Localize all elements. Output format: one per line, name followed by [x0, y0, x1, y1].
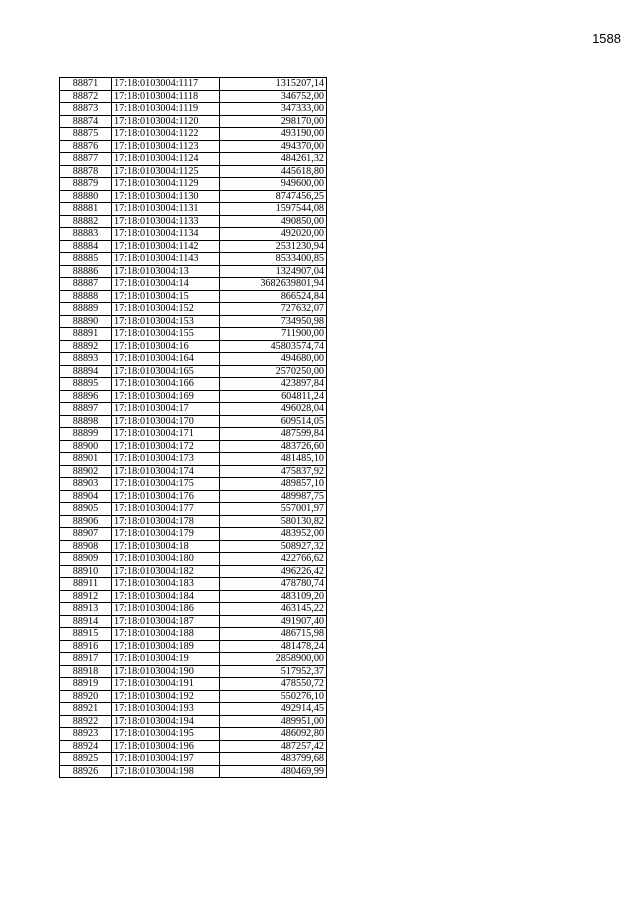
cadastral-value-cell: 2531230,94	[220, 240, 327, 253]
table-row	[60, 140, 327, 153]
cadastral-number-cell: 17:18:0103004:18	[112, 540, 220, 553]
row-number-cell: 88883	[60, 228, 112, 241]
cadastral-value-cell: 445618,80	[220, 165, 327, 178]
cadastral-number-cell: 17:18:0103004:15	[112, 290, 220, 303]
cadastral-value-cell: 483799,68	[220, 753, 327, 766]
cadastral-number-cell: 17:18:0103004:179	[112, 528, 220, 541]
table-row	[60, 728, 327, 741]
cadastral-number-cell: 17:18:0103004:1134	[112, 228, 220, 241]
table-row	[60, 603, 327, 616]
cadastral-number-cell: 17:18:0103004:19	[112, 653, 220, 666]
row-number-cell: 88922	[60, 715, 112, 728]
table-row	[60, 478, 327, 491]
table-row	[60, 215, 327, 228]
row-number-cell: 88900	[60, 440, 112, 453]
cadastral-value-cell: 486715,98	[220, 628, 327, 641]
table-row	[60, 740, 327, 753]
row-number-cell: 88897	[60, 403, 112, 416]
table-row	[60, 165, 327, 178]
cadastral-value-cell: 580130,82	[220, 515, 327, 528]
row-number-cell: 88876	[60, 140, 112, 153]
cadastral-number-cell: 17:18:0103004:172	[112, 440, 220, 453]
table-row	[60, 628, 327, 641]
cadastral-value-cell: 866524,84	[220, 290, 327, 303]
cadastral-value-cell: 727632,07	[220, 303, 327, 316]
cadastral-value-cell: 609514,05	[220, 415, 327, 428]
cadastral-value-cell: 487257,42	[220, 740, 327, 753]
cadastral-value-cell: 3682639801,94	[220, 278, 327, 291]
table-body	[60, 78, 327, 778]
cadastral-value-cell: 480469,99	[220, 765, 327, 778]
cadastral-value-cell: 711900,00	[220, 328, 327, 341]
cadastral-number-cell: 17:18:0103004:198	[112, 765, 220, 778]
cadastral-number-cell: 17:18:0103004:155	[112, 328, 220, 341]
cadastral-value-cell: 463145,22	[220, 603, 327, 616]
row-number-cell: 88914	[60, 615, 112, 628]
table-row	[60, 203, 327, 216]
cadastral-value-cell: 422766,62	[220, 553, 327, 566]
cadastral-number-cell: 17:18:0103004:196	[112, 740, 220, 753]
cadastral-value-cell: 557001,97	[220, 503, 327, 516]
cadastral-value-cell: 2570250,00	[220, 365, 327, 378]
cadastral-number-cell: 17:18:0103004:193	[112, 703, 220, 716]
row-number-cell: 88907	[60, 528, 112, 541]
cadastral-value-cell: 949600,00	[220, 178, 327, 191]
cadastral-number-cell: 17:18:0103004:175	[112, 478, 220, 491]
cadastral-number-cell: 17:18:0103004:1125	[112, 165, 220, 178]
cadastral-value-cell: 481478,24	[220, 640, 327, 653]
cadastral-value-cell: 496226,42	[220, 565, 327, 578]
row-number-cell: 88926	[60, 765, 112, 778]
cadastral-value-cell: 494680,00	[220, 353, 327, 366]
cadastral-value-cell: 494370,00	[220, 140, 327, 153]
cadastral-value-cell: 496028,04	[220, 403, 327, 416]
row-number-cell: 88874	[60, 115, 112, 128]
row-number-cell: 88872	[60, 90, 112, 103]
cadastral-number-cell: 17:18:0103004:170	[112, 415, 220, 428]
row-number-cell: 88895	[60, 378, 112, 391]
table-row	[60, 290, 327, 303]
row-number-cell: 88920	[60, 690, 112, 703]
cadastral-number-cell: 17:18:0103004:1118	[112, 90, 220, 103]
table-row	[60, 153, 327, 166]
cadastral-value-cell: 1315207,14	[220, 78, 327, 91]
table-row	[60, 253, 327, 266]
cadastral-value-cell: 487599,84	[220, 428, 327, 441]
table-row	[60, 315, 327, 328]
row-number-cell: 88919	[60, 678, 112, 691]
cadastral-number-cell: 17:18:0103004:1124	[112, 153, 220, 166]
cadastral-value-cell: 489951,00	[220, 715, 327, 728]
row-number-cell: 88881	[60, 203, 112, 216]
row-number-cell: 88917	[60, 653, 112, 666]
cadastral-number-cell: 17:18:0103004:174	[112, 465, 220, 478]
table-row	[60, 753, 327, 766]
cadastral-value-cell: 550276,10	[220, 690, 327, 703]
cadastral-number-cell: 17:18:0103004:1130	[112, 190, 220, 203]
cadastral-number-cell: 17:18:0103004:183	[112, 578, 220, 591]
table-row	[60, 453, 327, 466]
table-row	[60, 78, 327, 91]
row-number-cell: 88879	[60, 178, 112, 191]
row-number-cell: 88905	[60, 503, 112, 516]
table-row	[60, 540, 327, 553]
cadastral-value-cell: 483726,60	[220, 440, 327, 453]
row-number-cell: 88910	[60, 565, 112, 578]
cadastral-number-cell: 17:18:0103004:177	[112, 503, 220, 516]
row-number-cell: 88921	[60, 703, 112, 716]
row-number-cell: 88880	[60, 190, 112, 203]
row-number-cell: 88913	[60, 603, 112, 616]
cadastral-number-cell: 17:18:0103004:1119	[112, 103, 220, 116]
table-row	[60, 515, 327, 528]
table-row	[60, 228, 327, 241]
cadastral-value-cell: 483109,20	[220, 590, 327, 603]
cadastral-number-cell: 17:18:0103004:1120	[112, 115, 220, 128]
cadastral-number-cell: 17:18:0103004:197	[112, 753, 220, 766]
cadastral-number-cell: 17:18:0103004:169	[112, 390, 220, 403]
row-number-cell: 88888	[60, 290, 112, 303]
cadastral-number-cell: 17:18:0103004:184	[112, 590, 220, 603]
table-row	[60, 615, 327, 628]
cadastral-value-cell: 483952,00	[220, 528, 327, 541]
table-row	[60, 428, 327, 441]
row-number-cell: 88887	[60, 278, 112, 291]
table-row	[60, 90, 327, 103]
row-number-cell: 88886	[60, 265, 112, 278]
cadastral-number-cell: 17:18:0103004:1129	[112, 178, 220, 191]
cadastral-value-cell: 478780,74	[220, 578, 327, 591]
cadastral-number-cell: 17:18:0103004:165	[112, 365, 220, 378]
cadastral-value-cell: 484261,32	[220, 153, 327, 166]
row-number-cell: 88871	[60, 78, 112, 91]
cadastral-value-cell: 489987,75	[220, 490, 327, 503]
row-number-cell: 88875	[60, 128, 112, 141]
row-number-cell: 88877	[60, 153, 112, 166]
cadastral-value-cell: 491907,40	[220, 615, 327, 628]
cadastral-value-cell: 486092,80	[220, 728, 327, 741]
cadastral-value-cell: 346752,00	[220, 90, 327, 103]
cadastral-value-cell: 478550,72	[220, 678, 327, 691]
cadastral-value-cell: 1324907,04	[220, 265, 327, 278]
row-number-cell: 88889	[60, 303, 112, 316]
cadastral-number-cell: 17:18:0103004:166	[112, 378, 220, 391]
cadastral-value-table	[59, 77, 327, 778]
cadastral-value-cell: 475837,92	[220, 465, 327, 478]
row-number-cell: 88903	[60, 478, 112, 491]
cadastral-number-cell: 17:18:0103004:190	[112, 665, 220, 678]
table-row	[60, 303, 327, 316]
table-row	[60, 490, 327, 503]
row-number-cell: 88890	[60, 315, 112, 328]
table-row	[60, 715, 327, 728]
row-number-cell: 88909	[60, 553, 112, 566]
cadastral-number-cell: 17:18:0103004:187	[112, 615, 220, 628]
cadastral-number-cell: 17:18:0103004:194	[112, 715, 220, 728]
row-number-cell: 88911	[60, 578, 112, 591]
cadastral-number-cell: 17:18:0103004:176	[112, 490, 220, 503]
cadastral-value-cell: 492914,45	[220, 703, 327, 716]
cadastral-number-cell: 17:18:0103004:192	[112, 690, 220, 703]
cadastral-number-cell: 17:18:0103004:191	[112, 678, 220, 691]
cadastral-number-cell: 17:18:0103004:178	[112, 515, 220, 528]
row-number-cell: 88901	[60, 453, 112, 466]
table-row	[60, 340, 327, 353]
row-number-cell: 88908	[60, 540, 112, 553]
cadastral-value-cell: 734950,98	[220, 315, 327, 328]
cadastral-number-cell: 17:18:0103004:1131	[112, 203, 220, 216]
row-number-cell: 88884	[60, 240, 112, 253]
row-number-cell: 88898	[60, 415, 112, 428]
cadastral-value-cell: 8533400,85	[220, 253, 327, 266]
table-row	[60, 690, 327, 703]
cadastral-number-cell: 17:18:0103004:152	[112, 303, 220, 316]
row-number-cell: 88873	[60, 103, 112, 116]
row-number-cell: 88891	[60, 328, 112, 341]
cadastral-value-cell: 481485,10	[220, 453, 327, 466]
row-number-cell: 88893	[60, 353, 112, 366]
table-row	[60, 103, 327, 116]
table-row	[60, 590, 327, 603]
cadastral-value-cell: 347333,00	[220, 103, 327, 116]
table-row	[60, 565, 327, 578]
table-row	[60, 578, 327, 591]
row-number-cell: 88904	[60, 490, 112, 503]
row-number-cell: 88896	[60, 390, 112, 403]
table-row	[60, 415, 327, 428]
row-number-cell: 88918	[60, 665, 112, 678]
table-row	[60, 128, 327, 141]
row-number-cell: 88894	[60, 365, 112, 378]
table-row	[60, 240, 327, 253]
table-row	[60, 765, 327, 778]
cadastral-number-cell: 17:18:0103004:186	[112, 603, 220, 616]
table-row	[60, 328, 327, 341]
table-row	[60, 403, 327, 416]
page-number: 1588	[592, 31, 621, 46]
cadastral-number-cell: 17:18:0103004:189	[112, 640, 220, 653]
cadastral-value-cell: 298170,00	[220, 115, 327, 128]
table-row	[60, 503, 327, 516]
cadastral-number-cell: 17:18:0103004:180	[112, 553, 220, 566]
cadastral-number-cell: 17:18:0103004:1122	[112, 128, 220, 141]
table-row	[60, 265, 327, 278]
row-number-cell: 88925	[60, 753, 112, 766]
cadastral-value-cell: 508927,32	[220, 540, 327, 553]
row-number-cell: 88915	[60, 628, 112, 641]
row-number-cell: 88878	[60, 165, 112, 178]
row-number-cell: 88916	[60, 640, 112, 653]
table-row	[60, 378, 327, 391]
row-number-cell: 88899	[60, 428, 112, 441]
table-row	[60, 703, 327, 716]
cadastral-value-cell: 492020,00	[220, 228, 327, 241]
cadastral-value-cell: 45803574,74	[220, 340, 327, 353]
cadastral-number-cell: 17:18:0103004:195	[112, 728, 220, 741]
cadastral-number-cell: 17:18:0103004:171	[112, 428, 220, 441]
row-number-cell: 88906	[60, 515, 112, 528]
cadastral-value-cell: 8747456,25	[220, 190, 327, 203]
cadastral-value-cell: 493190,00	[220, 128, 327, 141]
row-number-cell: 88902	[60, 465, 112, 478]
cadastral-value-cell: 2858900,00	[220, 653, 327, 666]
row-number-cell: 88885	[60, 253, 112, 266]
table-row	[60, 440, 327, 453]
cadastral-number-cell: 17:18:0103004:1117	[112, 78, 220, 91]
table-row	[60, 678, 327, 691]
cadastral-number-cell: 17:18:0103004:13	[112, 265, 220, 278]
cadastral-number-cell: 17:18:0103004:188	[112, 628, 220, 641]
table-row	[60, 553, 327, 566]
cadastral-number-cell: 17:18:0103004:1143	[112, 253, 220, 266]
cadastral-number-cell: 17:18:0103004:17	[112, 403, 220, 416]
cadastral-number-cell: 17:18:0103004:153	[112, 315, 220, 328]
row-number-cell: 88923	[60, 728, 112, 741]
cadastral-number-cell: 17:18:0103004:164	[112, 353, 220, 366]
table-row	[60, 390, 327, 403]
table-row	[60, 665, 327, 678]
table-row	[60, 178, 327, 191]
table-row	[60, 353, 327, 366]
row-number-cell: 88924	[60, 740, 112, 753]
cadastral-value-cell: 604811,24	[220, 390, 327, 403]
table-row	[60, 115, 327, 128]
cadastral-number-cell: 17:18:0103004:182	[112, 565, 220, 578]
cadastral-number-cell: 17:18:0103004:16	[112, 340, 220, 353]
cadastral-value-cell: 517952,37	[220, 665, 327, 678]
row-number-cell: 88912	[60, 590, 112, 603]
cadastral-value-cell: 423897,84	[220, 378, 327, 391]
cadastral-value-cell: 489857,10	[220, 478, 327, 491]
cadastral-number-cell: 17:18:0103004:173	[112, 453, 220, 466]
table-row	[60, 528, 327, 541]
table-row	[60, 278, 327, 291]
cadastral-number-cell: 17:18:0103004:14	[112, 278, 220, 291]
cadastral-number-cell: 17:18:0103004:1142	[112, 240, 220, 253]
table-row	[60, 190, 327, 203]
cadastral-value-cell: 490850,00	[220, 215, 327, 228]
table-row	[60, 653, 327, 666]
table-row	[60, 640, 327, 653]
cadastral-number-cell: 17:18:0103004:1133	[112, 215, 220, 228]
table-row	[60, 465, 327, 478]
cadastral-value-cell: 1597544,08	[220, 203, 327, 216]
table-row	[60, 365, 327, 378]
row-number-cell: 88892	[60, 340, 112, 353]
cadastral-number-cell: 17:18:0103004:1123	[112, 140, 220, 153]
row-number-cell: 88882	[60, 215, 112, 228]
